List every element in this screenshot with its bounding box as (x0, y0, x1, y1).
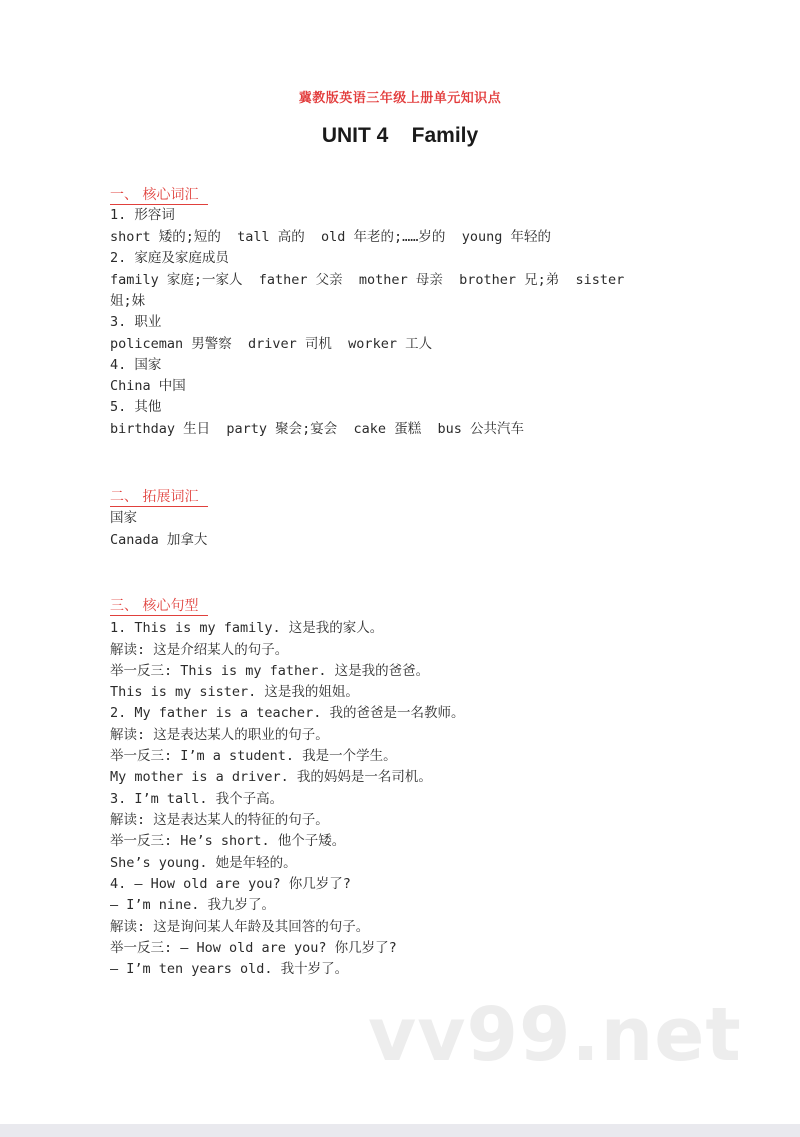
section-3-line: 4. — How old are you? 你几岁了? (110, 876, 351, 892)
section-3-line: — I’m nine. 我九岁了。 (110, 897, 276, 913)
section-1-line: China 中国 (110, 378, 186, 394)
page-bottom-edge (0, 1124, 800, 1137)
section-1-line: 4. 国家 (110, 357, 162, 373)
section-3-line: 3. I’m tall. 我个子高。 (110, 791, 284, 807)
section-1-line: policeman 男警察 driver 司机 worker 工人 (110, 336, 433, 352)
watermark: vv99.net (368, 992, 742, 1078)
section-3-line: 1. This is my family. 这是我的家人。 (110, 620, 384, 636)
section-1-line: 1. 形容词 (110, 207, 175, 223)
page-title: UNIT 4 Family (321, 124, 479, 147)
document-header: 冀教版英语三年级上册单元知识点 (298, 91, 502, 106)
section-3-line: 解读: 这是表达某人的特征的句子。 (110, 812, 329, 828)
section-heading-extended-vocabulary: 二、 拓展词汇 (110, 488, 208, 507)
section-heading-core-sentences: 三、 核心句型 (110, 597, 208, 616)
section-1-line: birthday 生日 party 聚会;宴会 cake 蛋糕 bus 公共汽车 (110, 421, 524, 437)
section-3-line: 解读: 这是介绍某人的句子。 (110, 642, 289, 658)
section-2-line: Canada 加拿大 (110, 532, 208, 548)
section-1-line: 2. 家庭及家庭成员 (110, 250, 229, 266)
section-3-line: My mother is a driver. 我的妈妈是一名司机。 (110, 769, 432, 785)
section-1-line: 3. 职业 (110, 314, 162, 330)
section-3-line: 举一反三: I’m a student. 我是一个学生。 (110, 748, 397, 764)
section-2-line: 国家 (110, 510, 137, 526)
section-3-line: 解读: 这是表达某人的职业的句子。 (110, 727, 329, 743)
section-3-line: 2. My father is a teacher. 我的爸爸是一名教师。 (110, 705, 465, 721)
section-1-line: 姐;妹 (110, 293, 146, 309)
section-3-line: She’s young. 她是年轻的。 (110, 855, 297, 871)
section-3-line: 举一反三: This is my father. 这是我的爸爸。 (110, 663, 430, 679)
section-1-line: short 矮的;短的 tall 高的 old 年老的;……岁的 young 年轻的 (110, 229, 551, 245)
section-3-line: This is my sister. 这是我的姐姐。 (110, 684, 359, 700)
section-1-line: 5. 其他 (110, 399, 162, 415)
section-3-line: 举一反三: — How old are you? 你几岁了? (110, 940, 397, 956)
section-3-line: 举一反三: He’s short. 他个子矮。 (110, 833, 346, 849)
section-3-line: — I’m ten years old. 我十岁了。 (110, 961, 349, 977)
section-1-line: family 家庭;一家人 father 父亲 mother 母亲 brother 兄;弟 sister (110, 272, 625, 288)
section-3-line: 解读: 这是询问某人年龄及其回答的句子。 (110, 919, 370, 935)
section-heading-core-vocabulary: 一、 核心词汇 (110, 186, 208, 205)
